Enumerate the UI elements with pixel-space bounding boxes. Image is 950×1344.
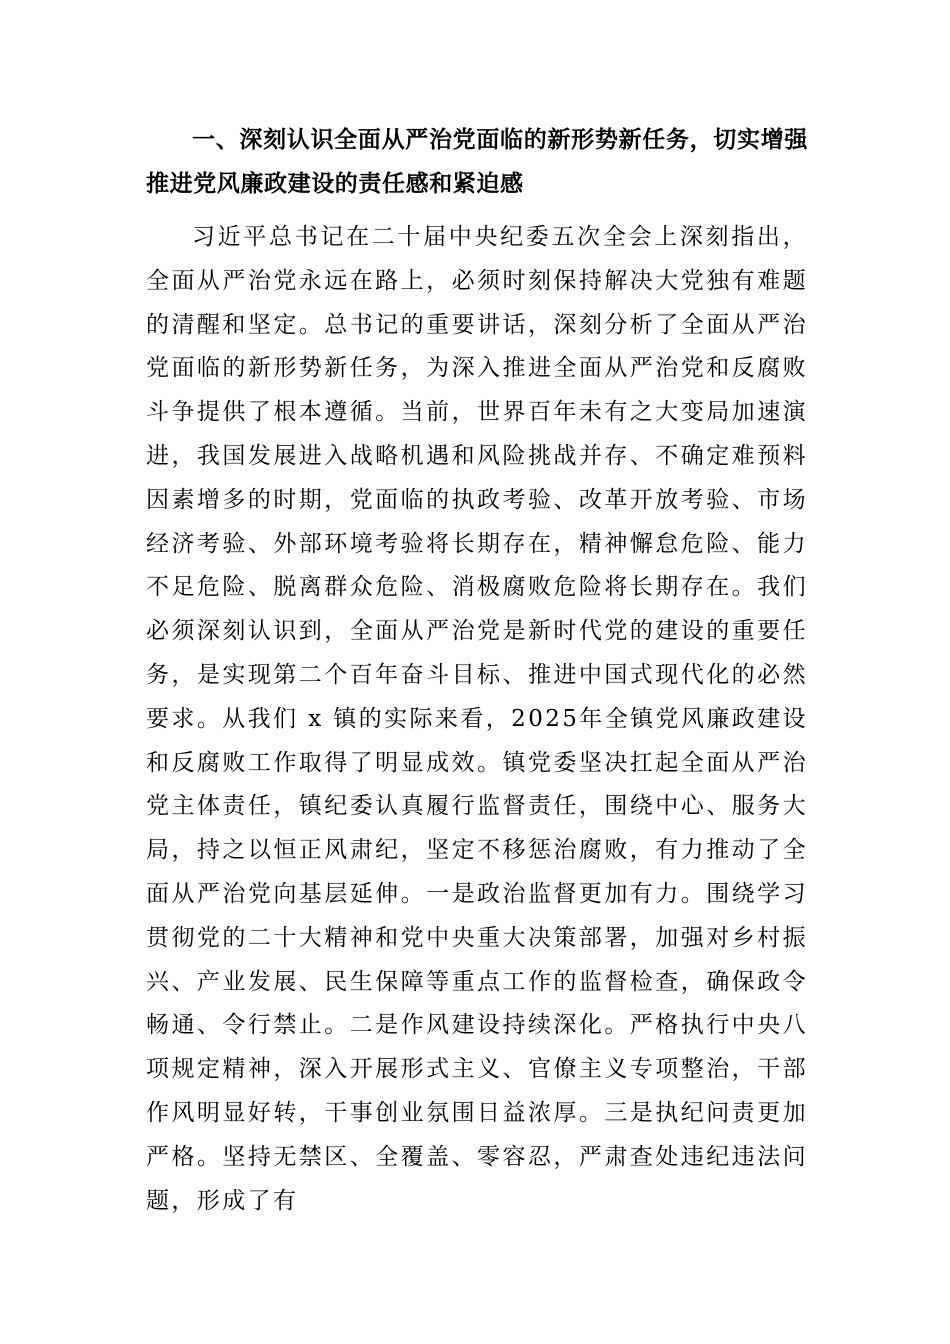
section-heading: 一、深刻认识全面从严治党面临的新形势新任务，切实增强推进党风廉政建设的责任感和紧迫感 (146, 126, 808, 197)
body-paragraph: 习近平总书记在二十届中央纪委五次全会上深刻指出，全面从严治党永远在路上，必须时刻保持解决大党独有难题的清醒和坚定。总书记的重要讲话，深刻分析了全面从严治党面临的新形势新任务，为深入推进全面从严治党和反腐败斗争提供了根本遵循。当前，世界百年未有之大变局加速演进，我国发展进入战略机遇和风险挑战并存、不确定难预料因素增多的时期，党面临的执政考验、改革开放考验、市场经济考验、外部环境考验将长期存在，精神懈怠危险、能力不足危险、脱离群众危险、消极腐败危险将长期存在。我们必须深刻认识到，全面从严治党是新时代党的建设的重要任务，是实现第二个百年奋斗目标、推进中国式现代化的必然要求。从我们 x 镇的实际来看，2025年全镇党风廉政建设和反腐败工作取得了明显成效。镇党委坚决扛起全面从严治党主体责任，镇纪委认真履行监督责任，围绕中心、服务大局，持之以恒正风肃纪，坚定不移惩治腐败，有力推动了全面从严治党向基层延伸。一是政治监督更加有力。围绕学习贯彻党的二十大精神和党中央重大决策部署，加强对乡村振兴、产业发展、民生保障等重点工作的监督检查，确保政令畅通、令行禁止。二是作风建设持续深化。严格执行中央八项规定精神，深入开展形式主义、官僚主义专项整治，干部作风明显好转，干事创业氛围日益浓厚。三是执纪问责更加严格。坚持无禁区、全覆盖、零容忍，严肃查处违纪违法问题，形成了有 (146, 224, 808, 1214)
document-page (146, 118, 808, 1223)
